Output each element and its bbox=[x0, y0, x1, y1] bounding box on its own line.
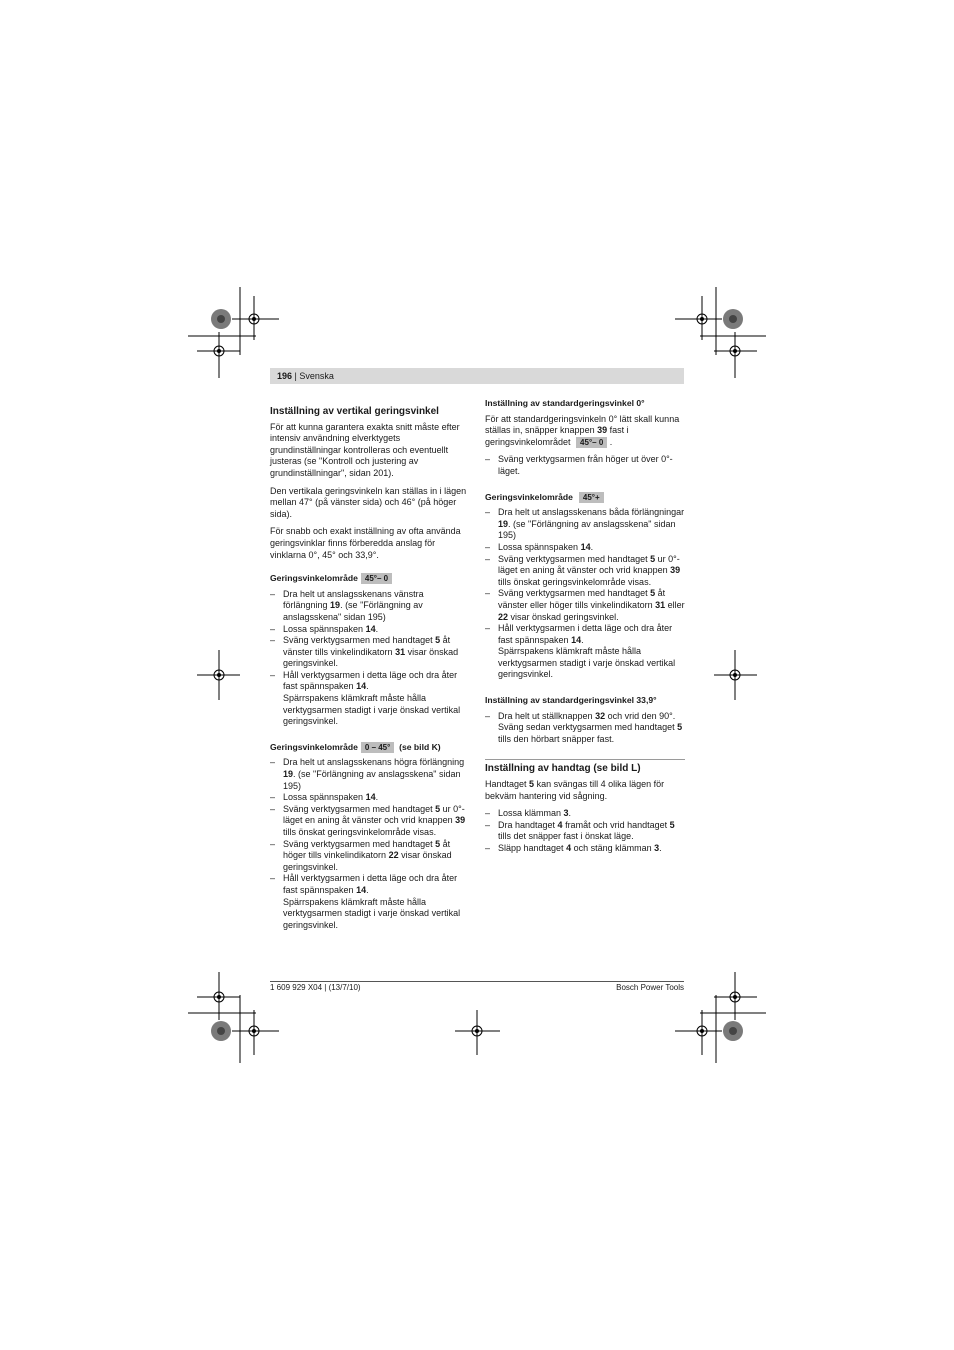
subsection-title: Inställning av standardgeringsvinkel 33,9° bbox=[485, 695, 657, 706]
list-item: – Sväng verktygsarmen med handtaget 5 åt höger tills vinkelindikatorn 22 visar önskad geringsvinkel. bbox=[270, 839, 468, 874]
subsection-title: Inställning av standardgeringsvinkel 0° bbox=[485, 398, 645, 408]
list-item: – Dra helt ut ställknappen 32 och vrid den 90°. Sväng sedan verktygsarmen med handtaget 5 tills den hörbart snäpper fast. bbox=[485, 711, 685, 746]
list-item: – Släpp handtaget 4 och stäng klämman 3. bbox=[485, 843, 685, 855]
list-item: – Sväng verktygsarmen med handtaget 5 ur 0°-läget en aning åt vänster och vrid knappen 39 tills önskat geringsvinkelområde visas. bbox=[485, 554, 685, 589]
list-item: – Dra helt ut anslagsskenans högra förlängning 19. (se "Förlängning av anslagsskena" sidan 195) bbox=[270, 757, 468, 792]
angle-badge: 45°+ bbox=[579, 492, 604, 503]
paragraph: För att standardgeringsvinkeln 0° lätt skall kunna ställas in, snäpper knappen 39 fast i geringsvinkelområdet 45°– 0 . bbox=[485, 413, 680, 447]
footer-brand: Bosch Power Tools bbox=[616, 983, 684, 992]
list-item: – Sväng verktygsarmen med handtaget 5 ur 0°-läget en aning åt vänster och vrid knappen 39 tills önskat geringsvinkelområde visas. bbox=[270, 804, 468, 839]
step-list bbox=[485, 454, 685, 477]
list-item: – Lossa klämman 3. bbox=[485, 808, 685, 820]
step-list bbox=[485, 711, 685, 746]
section-title-handle: Inställning av handtag (se bild L) bbox=[485, 759, 685, 775]
paragraph: Handtaget 5 kan svängas till 4 olika lägen för bekväm hantering vid sågning. bbox=[485, 779, 665, 801]
angle-badge: 45°– 0 bbox=[361, 573, 392, 584]
list-item: – Sväng verktygsarmen från höger ut över 0°-läget. bbox=[485, 454, 685, 477]
list-item: – Håll verktygsarmen i detta läge och dra åter fast spännspaken 14. Spärrspakens klämkraft måste hålla verktygsarmen stadigt i varje önskad vertikal geringsvinkel. bbox=[270, 670, 468, 728]
header-separator: | bbox=[292, 371, 300, 381]
page-header bbox=[270, 368, 684, 384]
left-column bbox=[270, 398, 468, 939]
footer-rule bbox=[270, 981, 684, 982]
angle-badge: 45°– 0 bbox=[576, 437, 607, 448]
paragraph: För snabb och exakt inställning av ofta använda geringsvinklar finns förberedda anslag för vinklarna 0°, 45° och 33,9°. bbox=[270, 526, 461, 560]
footer-doc-code: 1 609 929 X04 | (13/7/10) bbox=[270, 983, 361, 992]
list-item: – Sväng verktygsarmen med handtaget 5 åt vänster eller höger tills vinkelindikatorn 31 eller 22 visar önskad geringsvinkel. bbox=[485, 588, 685, 623]
section-title-vertical-mitre: Inställning av vertikal geringsvinkel bbox=[270, 406, 439, 417]
step-list bbox=[485, 808, 685, 854]
list-item: – Lossa spännspaken 14. bbox=[270, 792, 468, 804]
list-item: – Håll verktygsarmen i detta läge och dra åter fast spännspaken 14. Spärrspakens klämkraft måste hålla verktygsarmen stadigt i varje önskad vertikal geringsvinkel. bbox=[270, 873, 468, 931]
list-item: – Lossa spännspaken 14. bbox=[485, 542, 685, 554]
step-list bbox=[485, 507, 685, 681]
list-item: – Håll verktygsarmen i detta läge och dra åter fast spännspaken 14. Spärrspakens klämkraft måste hålla verktygsarmen stadigt i varje önskad vertikal geringsvinkel. bbox=[485, 623, 685, 681]
right-column bbox=[485, 398, 685, 863]
subsection-title: Geringsvinkelområde 0 – 45° (se bild K) bbox=[270, 741, 441, 752]
subsection-title: Geringsvinkelområde 45°– 0 bbox=[270, 573, 468, 585]
step-list bbox=[270, 757, 468, 931]
list-item: – Sväng verktygsarmen med handtaget 5 åt vänster tills vinkelindikatorn 31 visar önskad geringsvinkel. bbox=[270, 635, 468, 670]
list-item: – Lossa spännspaken 14. bbox=[270, 624, 468, 636]
list-item: – Dra helt ut anslagsskenans båda förlängningar 19. (se "Förlängning av anslagsskena" sidan 195) bbox=[485, 507, 685, 542]
paragraph: För att kunna garantera exakta snitt måste efter intensiv användning elverktygets grundinställningar kontrolleras och eventuellt justeras (se "Kontroll och justering av grundinställningar", sidan 201). bbox=[270, 421, 460, 478]
paragraph: Den vertikala geringsvinkeln kan ställas in i lägen mellan 47° (på vänster sida) och 46° (på höger sida). bbox=[270, 485, 467, 519]
subsection-title: Geringsvinkelområde 45°+ bbox=[485, 492, 685, 504]
list-item: – Dra helt ut anslagsskenans vänstra förlängning 19. (se "Förlängning av anslagsskena" sidan 195) bbox=[270, 589, 468, 624]
list-item: – Dra handtaget 4 framåt och vrid handtaget 5 tills det snäpper fast i önskat läge. bbox=[485, 820, 685, 843]
page-number: 196 bbox=[277, 371, 293, 381]
header-language: Svenska bbox=[299, 371, 334, 381]
step-list bbox=[270, 589, 468, 728]
angle-badge: 0 – 45° bbox=[361, 742, 394, 753]
